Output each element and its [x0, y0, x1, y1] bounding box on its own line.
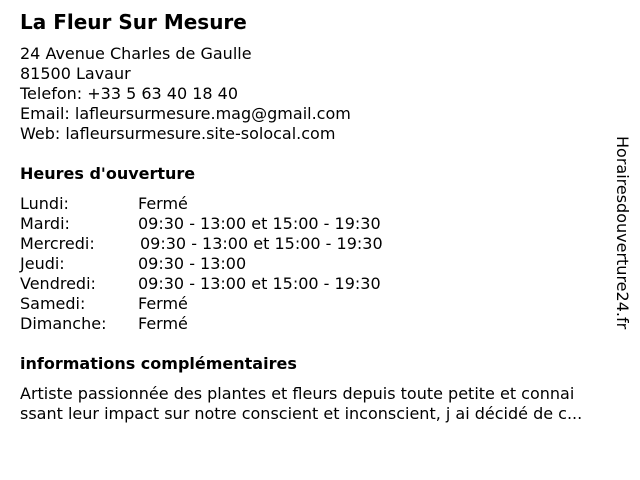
address-street: 24 Avenue Charles de Gaulle [20, 44, 252, 63]
day-label: Vendredi: [20, 274, 96, 293]
day-hours: 09:30 - 13:00 et 15:00 - 19:30 [138, 274, 381, 293]
site-watermark: Horairesdouverture24.fr [613, 136, 632, 330]
day-label: Lundi: [20, 194, 69, 213]
info-line-1: Artiste passionnée des plantes et fleurs depuis toute petite et connai [20, 384, 575, 403]
web-line: Web: lafleursurmesure.site-solocal.com [20, 124, 336, 143]
day-label: Samedi: [20, 294, 86, 313]
day-hours: Fermé [138, 314, 188, 333]
contact-block [20, 44, 351, 144]
phone-line: Telefon: +33 5 63 40 18 40 [20, 84, 239, 103]
info-description [20, 384, 632, 424]
email-line: Email: lafleursurmesure.mag@gmail.com [20, 104, 351, 123]
day-hours: 09:30 - 13:00 et 15:00 - 19:30 [140, 234, 383, 253]
day-label: Mercredi: [20, 234, 95, 253]
business-name: La Fleur Sur Mesure [20, 10, 247, 34]
day-hours: 09:30 - 13:00 et 15:00 - 19:30 [138, 214, 381, 233]
hours-heading: Heures d'ouverture [20, 164, 196, 183]
day-hours: Fermé [138, 294, 188, 313]
day-label: Jeudi: [20, 254, 65, 273]
info-line-2: ssant leur impact sur notre conscient et inconscient, j ai décidé de c... [20, 404, 583, 423]
day-label: Dimanche: [20, 314, 107, 333]
address-city: 81500 Lavaur [20, 64, 131, 83]
day-hours: 09:30 - 13:00 [138, 254, 247, 273]
day-label: Mardi: [20, 214, 70, 233]
info-heading: informations complémentaires [20, 354, 297, 373]
day-hours: Fermé [138, 194, 188, 213]
